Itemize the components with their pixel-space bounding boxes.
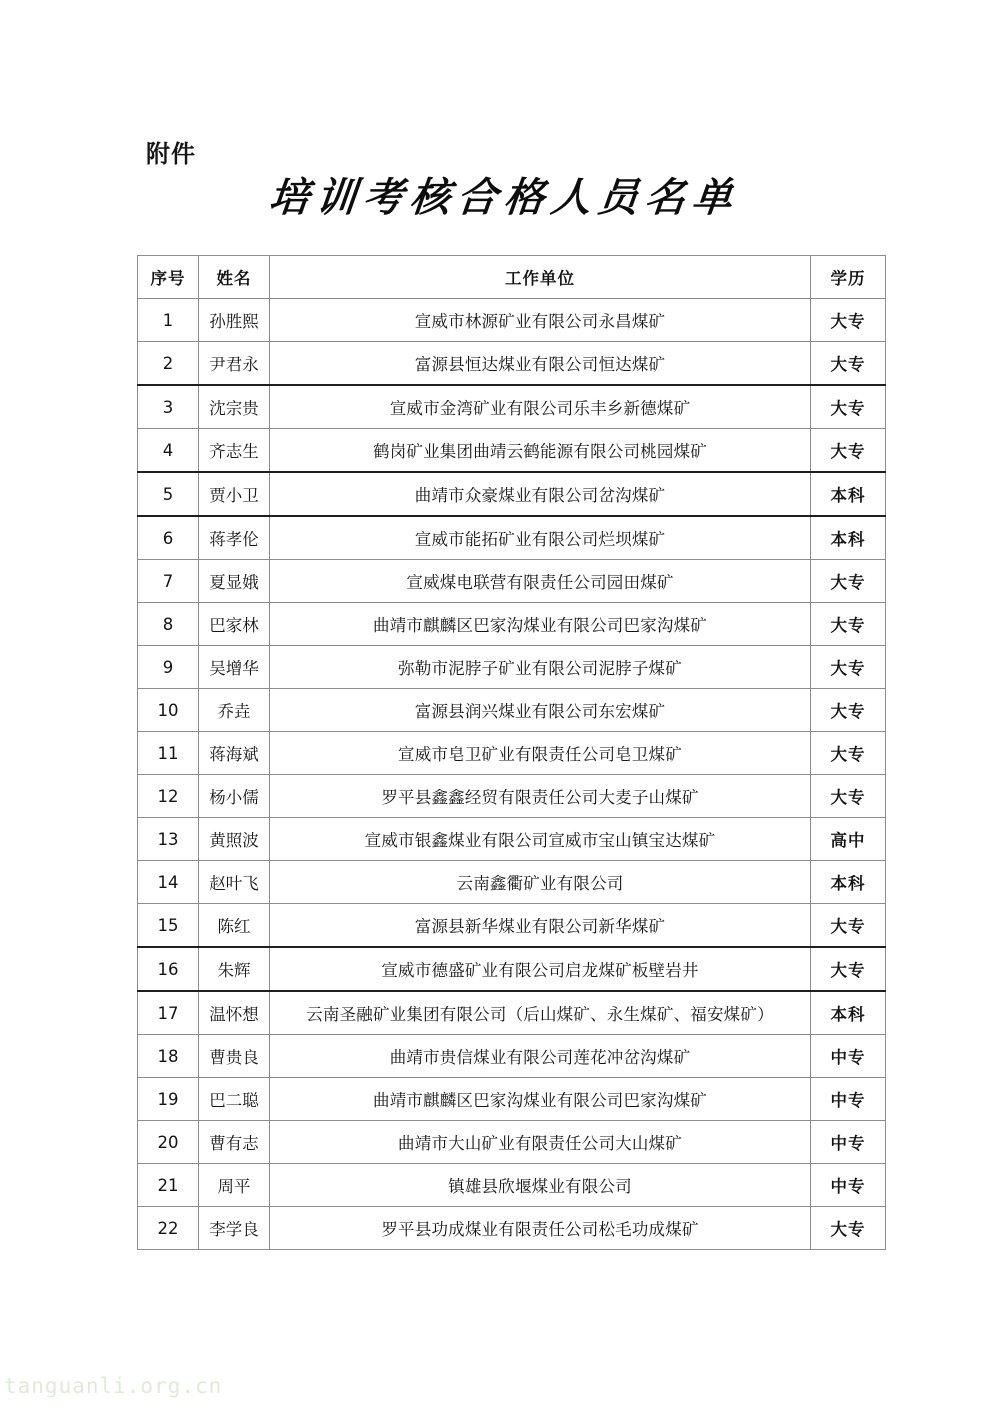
cell-index: 18 [138, 1035, 199, 1078]
column-header-education: 学历 [811, 256, 886, 299]
cell-education: 大专 [811, 603, 886, 646]
cell-index: 14 [138, 861, 199, 904]
cell-index: 7 [138, 560, 199, 603]
cell-index: 1 [138, 299, 199, 342]
cell-education: 大专 [811, 775, 886, 818]
cell-name: 温怀想 [199, 991, 270, 1035]
roster-table-body [138, 299, 886, 1250]
table-row [138, 342, 886, 386]
cell-unit: 曲靖市麒麟区巴家沟煤业有限公司巴家沟煤矿 [270, 603, 811, 646]
cell-name: 陈红 [199, 904, 270, 948]
table-row [138, 299, 886, 342]
cell-name: 蒋海斌 [199, 732, 270, 775]
attachment-label: 附件 [146, 140, 196, 168]
cell-education: 本科 [811, 516, 886, 560]
cell-index: 20 [138, 1121, 199, 1164]
table-row [138, 1078, 886, 1121]
cell-unit: 宣威煤电联营有限责任公司园田煤矿 [270, 560, 811, 603]
cell-unit: 宣威市银鑫煤业有限公司宣威市宝山镇宝达煤矿 [270, 818, 811, 861]
cell-education: 本科 [811, 991, 886, 1035]
cell-index: 9 [138, 646, 199, 689]
cell-unit: 宣威市林源矿业有限公司永昌煤矿 [270, 299, 811, 342]
cell-index: 11 [138, 732, 199, 775]
table-row [138, 947, 886, 991]
cell-education: 大专 [811, 904, 886, 948]
cell-index: 6 [138, 516, 199, 560]
cell-index: 21 [138, 1164, 199, 1207]
cell-unit: 云南圣融矿业集团有限公司（后山煤矿、永生煤矿、福安煤矿） [270, 991, 811, 1035]
cell-education: 本科 [811, 472, 886, 516]
cell-education: 大专 [811, 429, 886, 473]
cell-education: 大专 [811, 299, 886, 342]
cell-name: 李学良 [199, 1207, 270, 1250]
cell-index: 16 [138, 947, 199, 991]
cell-unit: 镇雄县欣堰煤业有限公司 [270, 1164, 811, 1207]
cell-name: 齐志生 [199, 429, 270, 473]
cell-education: 大专 [811, 560, 886, 603]
cell-unit: 曲靖市大山矿业有限责任公司大山煤矿 [270, 1121, 811, 1164]
cell-unit: 曲靖市麒麟区巴家沟煤业有限公司巴家沟煤矿 [270, 1078, 811, 1121]
cell-name: 孙胜熙 [199, 299, 270, 342]
cell-index: 13 [138, 818, 199, 861]
table-row [138, 991, 886, 1035]
table-row [138, 861, 886, 904]
cell-education: 大专 [811, 342, 886, 386]
table-row [138, 1121, 886, 1164]
table-row [138, 385, 886, 429]
cell-unit: 鹤岗矿业集团曲靖云鹤能源有限公司桃园煤矿 [270, 429, 811, 473]
cell-unit: 宣威市能拓矿业有限公司烂坝煤矿 [270, 516, 811, 560]
cell-unit: 罗平县功成煤业有限责任公司松毛功成煤矿 [270, 1207, 811, 1250]
cell-index: 10 [138, 689, 199, 732]
cell-name: 蒋孝伦 [199, 516, 270, 560]
table-row [138, 818, 886, 861]
cell-index: 12 [138, 775, 199, 818]
cell-index: 15 [138, 904, 199, 948]
table-row [138, 472, 886, 516]
cell-unit: 富源县新华煤业有限公司新华煤矿 [270, 904, 811, 948]
table-row [138, 429, 886, 473]
cell-index: 19 [138, 1078, 199, 1121]
table-row [138, 603, 886, 646]
cell-education: 中专 [811, 1164, 886, 1207]
cell-index: 22 [138, 1207, 199, 1250]
cell-index: 2 [138, 342, 199, 386]
cell-education: 中专 [811, 1121, 886, 1164]
table-row [138, 904, 886, 948]
cell-name: 乔垚 [199, 689, 270, 732]
cell-education: 大专 [811, 1207, 886, 1250]
cell-unit: 罗平县鑫鑫经贸有限责任公司大麦子山煤矿 [270, 775, 811, 818]
cell-unit: 富源县润兴煤业有限公司东宏煤矿 [270, 689, 811, 732]
cell-unit: 曲靖市众豪煤业有限公司岔沟煤矿 [270, 472, 811, 516]
cell-name: 巴二聪 [199, 1078, 270, 1121]
cell-education: 本科 [811, 861, 886, 904]
cell-index: 4 [138, 429, 199, 473]
table-row [138, 732, 886, 775]
page-title: 培训考核合格人员名单 [266, 174, 742, 221]
cell-education: 大专 [811, 646, 886, 689]
table-row [138, 1164, 886, 1207]
cell-name: 周平 [199, 1164, 270, 1207]
cell-unit: 云南鑫衢矿业有限公司 [270, 861, 811, 904]
cell-unit: 宣威市德盛矿业有限公司启龙煤矿板壁岩井 [270, 947, 811, 991]
cell-name: 杨小儒 [199, 775, 270, 818]
cell-education: 大专 [811, 385, 886, 429]
cell-education: 大专 [811, 732, 886, 775]
cell-name: 夏显娥 [199, 560, 270, 603]
cell-education: 大专 [811, 947, 886, 991]
cell-name: 尹君永 [199, 342, 270, 386]
column-header-index: 序号 [138, 256, 199, 299]
cell-name: 贾小卫 [199, 472, 270, 516]
cell-name: 巴家林 [199, 603, 270, 646]
cell-education: 中专 [811, 1078, 886, 1121]
cell-unit: 宣威市皂卫矿业有限责任公司皂卫煤矿 [270, 732, 811, 775]
cell-index: 5 [138, 472, 199, 516]
cell-name: 赵叶飞 [199, 861, 270, 904]
table-row [138, 1035, 886, 1078]
cell-name: 吴增华 [199, 646, 270, 689]
cell-index: 3 [138, 385, 199, 429]
cell-name: 朱辉 [199, 947, 270, 991]
table-row [138, 560, 886, 603]
table-row [138, 689, 886, 732]
table-row [138, 516, 886, 560]
table-row [138, 775, 886, 818]
cell-unit: 宣威市金湾矿业有限公司乐丰乡新德煤矿 [270, 385, 811, 429]
cell-education: 中专 [811, 1035, 886, 1078]
cell-name: 沈宗贵 [199, 385, 270, 429]
cell-index: 17 [138, 991, 199, 1035]
table-row [138, 1207, 886, 1250]
roster-table [137, 255, 886, 1250]
cell-education: 高中 [811, 818, 886, 861]
cell-index: 8 [138, 603, 199, 646]
roster-table-container [137, 255, 865, 1250]
cell-unit: 弥勒市泥脖子矿业有限公司泥脖子煤矿 [270, 646, 811, 689]
cell-name: 黄照波 [199, 818, 270, 861]
cell-unit: 曲靖市贵信煤业有限公司莲花冲岔沟煤矿 [270, 1035, 811, 1078]
cell-name: 曹有志 [199, 1121, 270, 1164]
table-header-row [138, 256, 886, 299]
cell-name: 曹贵良 [199, 1035, 270, 1078]
column-header-name: 姓名 [199, 256, 270, 299]
table-row [138, 646, 886, 689]
site-watermark: tanguanli.org.cn [4, 1374, 223, 1398]
column-header-unit: 工作单位 [270, 256, 811, 299]
cell-unit: 富源县恒达煤业有限公司恒达煤矿 [270, 342, 811, 386]
cell-education: 大专 [811, 689, 886, 732]
